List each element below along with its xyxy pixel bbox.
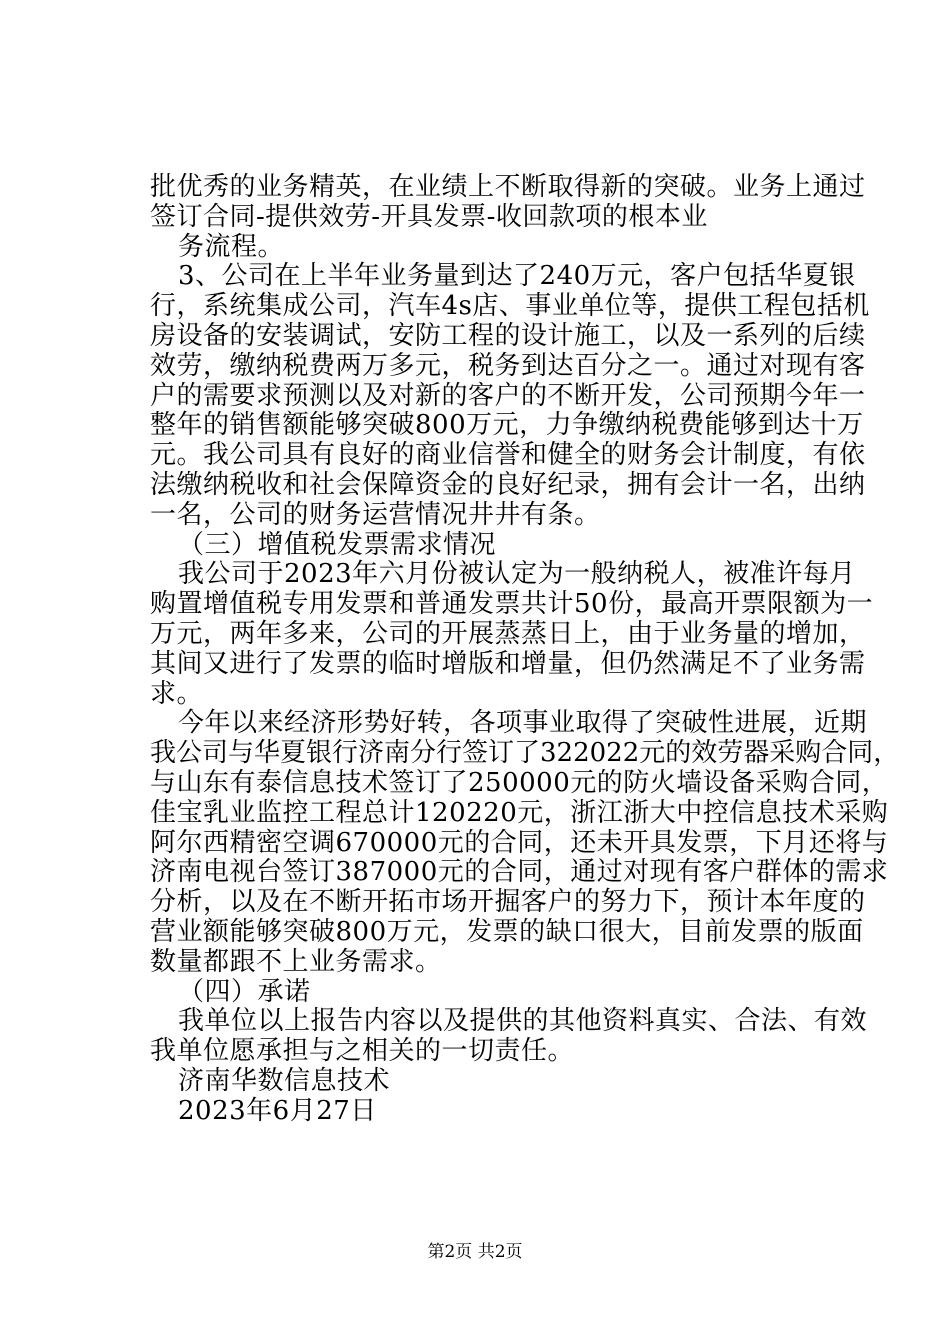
text-line: 法缴纳税收和社会保障资金的良好纪录，拥有会计一名，出纳 [150,470,866,500]
text-line: 我单位愿承担与之相关的一切责任。 [150,1036,575,1067]
text-line: 营业额能够突破800万元，发票的缺口很大，目前发票的版面 [150,917,864,947]
text-line: 我公司与华夏银行济南分行签订了322022元的效劳器采购合同， [150,738,900,769]
text-line: 房设备的安装调试，安防工程的设计施工，以及一系列的后续 [150,321,866,351]
text-line: 购置增值税专用发票和普通发票共计50份，最高开票限额为一 [150,589,874,620]
text-line: 务流程。 [178,231,285,262]
text-line: 分析，以及在不断开拓市场开掘客户的努力下，预计本年度的 [150,887,866,918]
text-line: 效劳，缴纳税费两万多元，税务到达百分之一。通过对现有客 [150,350,866,381]
text-line: 其间又进行了发票的临时增版和增量，但仍然满足不了业务需 [150,648,866,679]
text-line: 求。 [150,678,204,709]
page-number-footer: 第2页 共2页 [427,1242,523,1262]
text-line: 整年的销售额能够突破800万元，力争缴纳税费能够到达十万 [150,410,864,441]
text-line: 签订合同-提供效劳-开具发票-收回款项的根本业 [150,201,708,232]
section-heading: （三）增值税发票需求情况 [178,529,497,560]
text-line: 3、公司在上半年业务量到达了240万元，客户包括华夏银 [178,261,856,292]
text-line: 户的需要求预测以及对新的客户的不断开发，公司预期今年一 [150,380,866,411]
text-line: 阿尔西精密空调670000元的合同，还未开具发票，下月还将与 [150,827,889,858]
text-line: 我公司于2023年六月份被认定为一般纳税人，被准许每月 [178,559,856,590]
section-heading: （四）承诺 [178,976,311,1007]
signature-date: 2023年6月27日 [178,1095,377,1126]
text-line: 元。我公司具有良好的商业信誉和健全的财务会计制度，有依 [150,440,866,471]
text-line: 佳宝乳业监控工程总计120220元，浙江浙大中控信息技术采购 [150,797,889,828]
text-line: 今年以来经济形势好转，各项事业取得了突破性进展，近期 [178,708,868,739]
text-line: 济南电视台签订387000元的合同，通过对现有客户群体的需求 [150,857,889,888]
text-line: 与山东有泰信息技术签订了250000元的防火墙设备采购合同， [150,768,889,798]
text-line: 行，系统集成公司，汽车4s店、事业单位等，提供工程包括机 [150,291,870,322]
signature-company: 济南华数信息技术 [178,1066,391,1096]
text-line: 数量都跟不上业务需求。 [150,946,442,977]
text-line: 一名，公司的财务运营情况井井有条。 [150,499,601,530]
text-line: 批优秀的业务精英，在业绩上不断取得新的突破。业务上通过 [150,172,866,202]
text-line: 万元，两年多来，公司的开展蒸蒸日上，由于业务量的增加， [150,619,866,649]
text-line: 我单位以上报告内容以及提供的其他资料真实、合法、有效 [178,1006,868,1037]
